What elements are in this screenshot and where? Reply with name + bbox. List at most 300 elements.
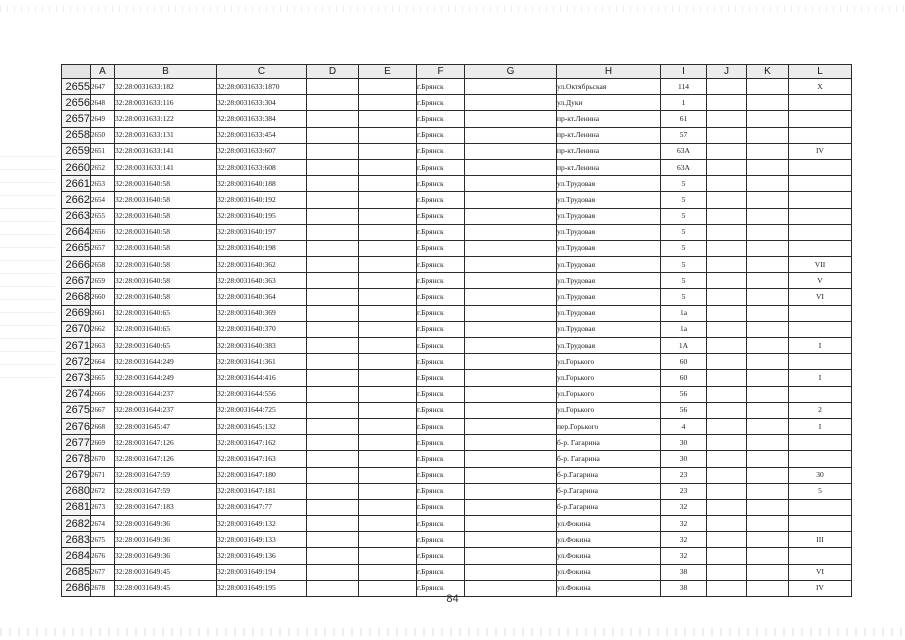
- cell-d[interactable]: [307, 516, 359, 532]
- cell-l[interactable]: X: [789, 79, 852, 95]
- cell-d[interactable]: [307, 467, 359, 483]
- cell-e[interactable]: [359, 240, 417, 256]
- cell-k[interactable]: [747, 127, 789, 143]
- column-header-e[interactable]: E: [359, 65, 417, 79]
- cell-e[interactable]: [359, 483, 417, 499]
- cell-b-cadastral[interactable]: 32:28:0031647:126: [115, 435, 217, 451]
- cell-k[interactable]: [747, 402, 789, 418]
- cell-b-cadastral[interactable]: 32:28:0031640:58: [115, 192, 217, 208]
- cell-g[interactable]: [465, 386, 557, 402]
- cell-h-street[interactable]: ул.Октябрьская: [557, 79, 661, 95]
- cell-h-street[interactable]: пр-кт.Ленина: [557, 159, 661, 175]
- cell-l[interactable]: [789, 451, 852, 467]
- cell-d[interactable]: [307, 127, 359, 143]
- cell-e[interactable]: [359, 564, 417, 580]
- cell-a[interactable]: 2651: [91, 143, 115, 159]
- cell-c-cadastral[interactable]: 32:28:0031649:132: [217, 516, 307, 532]
- cell-l[interactable]: III: [789, 532, 852, 548]
- cell-i-house[interactable]: 32: [661, 516, 707, 532]
- row-number-cell[interactable]: 2660: [62, 159, 91, 175]
- cell-a[interactable]: 2662: [91, 321, 115, 337]
- cell-j[interactable]: [707, 435, 747, 451]
- cell-c-cadastral[interactable]: 32:28:0031640:364: [217, 289, 307, 305]
- cell-j[interactable]: [707, 208, 747, 224]
- cell-g[interactable]: [465, 548, 557, 564]
- cell-d[interactable]: [307, 321, 359, 337]
- row-number-cell[interactable]: 2685: [62, 564, 91, 580]
- cell-h-street[interactable]: пр-кт.Ленина: [557, 143, 661, 159]
- column-header-b[interactable]: B: [115, 65, 217, 79]
- cell-b-cadastral[interactable]: 32:28:0031640:58: [115, 224, 217, 240]
- cell-f-city[interactable]: г.Брянск: [417, 289, 465, 305]
- cell-j[interactable]: [707, 321, 747, 337]
- cell-h-street[interactable]: ул.Трудовая: [557, 257, 661, 273]
- cell-g[interactable]: [465, 208, 557, 224]
- cell-l[interactable]: [789, 127, 852, 143]
- cell-i-house[interactable]: 63А: [661, 159, 707, 175]
- cell-k[interactable]: [747, 95, 789, 111]
- cell-k[interactable]: [747, 111, 789, 127]
- cell-g[interactable]: [465, 418, 557, 434]
- cell-d[interactable]: [307, 257, 359, 273]
- cell-g[interactable]: [465, 435, 557, 451]
- cell-b-cadastral[interactable]: 32:28:0031640:65: [115, 321, 217, 337]
- row-number-cell[interactable]: 2664: [62, 224, 91, 240]
- cell-j[interactable]: [707, 354, 747, 370]
- cell-c-cadastral[interactable]: 32:28:0031641:361: [217, 354, 307, 370]
- cell-k[interactable]: [747, 159, 789, 175]
- cell-a[interactable]: 2652: [91, 159, 115, 175]
- cell-l[interactable]: 5: [789, 483, 852, 499]
- cell-c-cadastral[interactable]: 32:28:0031640:198: [217, 240, 307, 256]
- cell-d[interactable]: [307, 305, 359, 321]
- cell-h-street[interactable]: б-р.Гагарина: [557, 467, 661, 483]
- cell-i-house[interactable]: 1: [661, 95, 707, 111]
- cell-e[interactable]: [359, 548, 417, 564]
- cell-e[interactable]: [359, 192, 417, 208]
- cell-i-house[interactable]: 1А: [661, 338, 707, 354]
- cell-l[interactable]: VI: [789, 564, 852, 580]
- cell-f-city[interactable]: г.Брянск: [417, 159, 465, 175]
- cell-c-cadastral[interactable]: 32:28:0031640:192: [217, 192, 307, 208]
- cell-d[interactable]: [307, 273, 359, 289]
- cell-k[interactable]: [747, 273, 789, 289]
- cell-g[interactable]: [465, 338, 557, 354]
- cell-c-cadastral[interactable]: 32:28:0031649:133: [217, 532, 307, 548]
- cell-i-house[interactable]: 23: [661, 483, 707, 499]
- cell-c-cadastral[interactable]: 32:28:0031640:383: [217, 338, 307, 354]
- cell-d[interactable]: [307, 370, 359, 386]
- cell-j[interactable]: [707, 305, 747, 321]
- row-number-cell[interactable]: 2678: [62, 451, 91, 467]
- column-header-c[interactable]: C: [217, 65, 307, 79]
- cell-g[interactable]: [465, 289, 557, 305]
- column-header-l[interactable]: L: [789, 65, 852, 79]
- cell-c-cadastral[interactable]: 32:28:0031647:162: [217, 435, 307, 451]
- cell-i-house[interactable]: 5: [661, 176, 707, 192]
- cell-b-cadastral[interactable]: 32:28:0031640:65: [115, 338, 217, 354]
- cell-i-house[interactable]: 23: [661, 467, 707, 483]
- cell-i-house[interactable]: 60: [661, 354, 707, 370]
- cell-i-house[interactable]: 38: [661, 564, 707, 580]
- cell-e[interactable]: [359, 208, 417, 224]
- row-number-cell[interactable]: 2682: [62, 516, 91, 532]
- cell-a[interactable]: 2661: [91, 305, 115, 321]
- cell-g[interactable]: [465, 224, 557, 240]
- cell-b-cadastral[interactable]: 32:28:0031633:141: [115, 143, 217, 159]
- cell-k[interactable]: [747, 467, 789, 483]
- cell-a[interactable]: 2658: [91, 257, 115, 273]
- cell-e[interactable]: [359, 532, 417, 548]
- cell-b-cadastral[interactable]: 32:28:0031633:116: [115, 95, 217, 111]
- cell-c-cadastral[interactable]: 32:28:0031647:163: [217, 451, 307, 467]
- cell-a[interactable]: 2677: [91, 564, 115, 580]
- row-number-cell[interactable]: 2681: [62, 499, 91, 515]
- cell-j[interactable]: [707, 273, 747, 289]
- cell-b-cadastral[interactable]: 32:28:0031644:249: [115, 354, 217, 370]
- cell-a[interactable]: 2649: [91, 111, 115, 127]
- cell-c-cadastral[interactable]: 32:28:0031633:1870: [217, 79, 307, 95]
- cell-a[interactable]: 2678: [91, 580, 115, 596]
- cell-g[interactable]: [465, 305, 557, 321]
- cell-e[interactable]: [359, 370, 417, 386]
- column-header-h[interactable]: H: [557, 65, 661, 79]
- row-number-cell[interactable]: 2686: [62, 580, 91, 596]
- cell-e[interactable]: [359, 95, 417, 111]
- cell-c-cadastral[interactable]: 32:28:0031633:384: [217, 111, 307, 127]
- cell-c-cadastral[interactable]: 32:28:0031640:363: [217, 273, 307, 289]
- cell-l[interactable]: [789, 95, 852, 111]
- cell-d[interactable]: [307, 338, 359, 354]
- row-number-cell[interactable]: 2683: [62, 532, 91, 548]
- cell-b-cadastral[interactable]: 32:28:0031640:58: [115, 257, 217, 273]
- row-number-cell[interactable]: 2672: [62, 354, 91, 370]
- cell-e[interactable]: [359, 516, 417, 532]
- cell-i-house[interactable]: 5: [661, 257, 707, 273]
- cell-k[interactable]: [747, 418, 789, 434]
- cell-b-cadastral[interactable]: 32:28:0031640:58: [115, 240, 217, 256]
- row-number-cell[interactable]: 2675: [62, 402, 91, 418]
- cell-i-house[interactable]: 30: [661, 451, 707, 467]
- column-header-j[interactable]: J: [707, 65, 747, 79]
- row-number-cell[interactable]: 2659: [62, 143, 91, 159]
- cell-f-city[interactable]: г.Брянск: [417, 95, 465, 111]
- cell-f-city[interactable]: г.Брянск: [417, 224, 465, 240]
- cell-b-cadastral[interactable]: 32:28:0031649:36: [115, 548, 217, 564]
- cell-f-city[interactable]: г.Брянск: [417, 176, 465, 192]
- cell-e[interactable]: [359, 386, 417, 402]
- cell-b-cadastral[interactable]: 32:28:0031644:249: [115, 370, 217, 386]
- cell-j[interactable]: [707, 192, 747, 208]
- cell-j[interactable]: [707, 418, 747, 434]
- cell-l[interactable]: [789, 499, 852, 515]
- cell-j[interactable]: [707, 386, 747, 402]
- cell-j[interactable]: [707, 143, 747, 159]
- cell-k[interactable]: [747, 192, 789, 208]
- cell-l[interactable]: [789, 305, 852, 321]
- cell-b-cadastral[interactable]: 32:28:0031649:45: [115, 580, 217, 596]
- cell-h-street[interactable]: б-р.Гагарина: [557, 499, 661, 515]
- cell-e[interactable]: [359, 354, 417, 370]
- cell-h-street[interactable]: ул.Фокина: [557, 564, 661, 580]
- cell-c-cadastral[interactable]: 32:28:0031649:195: [217, 580, 307, 596]
- cell-f-city[interactable]: г.Брянск: [417, 273, 465, 289]
- cell-j[interactable]: [707, 499, 747, 515]
- cell-a[interactable]: 2648: [91, 95, 115, 111]
- cell-a[interactable]: 2668: [91, 418, 115, 434]
- cell-a[interactable]: 2674: [91, 516, 115, 532]
- cell-f-city[interactable]: г.Брянск: [417, 305, 465, 321]
- cell-c-cadastral[interactable]: 32:28:0031644:725: [217, 402, 307, 418]
- cell-g[interactable]: [465, 159, 557, 175]
- cell-f-city[interactable]: г.Брянск: [417, 79, 465, 95]
- cell-k[interactable]: [747, 516, 789, 532]
- cell-g[interactable]: [465, 111, 557, 127]
- cell-d[interactable]: [307, 95, 359, 111]
- cell-h-street[interactable]: ул.Горького: [557, 386, 661, 402]
- row-number-cell[interactable]: 2677: [62, 435, 91, 451]
- cell-g[interactable]: [465, 516, 557, 532]
- cell-e[interactable]: [359, 224, 417, 240]
- cell-j[interactable]: [707, 111, 747, 127]
- cell-k[interactable]: [747, 499, 789, 515]
- cell-h-street[interactable]: б-р. Гагарина: [557, 451, 661, 467]
- cell-d[interactable]: [307, 354, 359, 370]
- cell-h-street[interactable]: б-р.Гагарина: [557, 483, 661, 499]
- cell-a[interactable]: 2650: [91, 127, 115, 143]
- cell-h-street[interactable]: ул.Горького: [557, 370, 661, 386]
- cell-c-cadastral[interactable]: 32:28:0031633:304: [217, 95, 307, 111]
- cell-j[interactable]: [707, 548, 747, 564]
- cell-k[interactable]: [747, 208, 789, 224]
- cell-k[interactable]: [747, 338, 789, 354]
- cell-l[interactable]: [789, 240, 852, 256]
- cell-d[interactable]: [307, 176, 359, 192]
- cell-h-street[interactable]: ул.Трудовая: [557, 338, 661, 354]
- cell-j[interactable]: [707, 224, 747, 240]
- cell-g[interactable]: [465, 127, 557, 143]
- cell-g[interactable]: [465, 354, 557, 370]
- cell-h-street[interactable]: ул.Трудовая: [557, 305, 661, 321]
- cell-e[interactable]: [359, 418, 417, 434]
- cell-c-cadastral[interactable]: 32:28:0031644:416: [217, 370, 307, 386]
- cell-a[interactable]: 2672: [91, 483, 115, 499]
- cell-d[interactable]: [307, 240, 359, 256]
- row-number-cell[interactable]: 2661: [62, 176, 91, 192]
- cell-e[interactable]: [359, 338, 417, 354]
- cell-f-city[interactable]: г.Брянск: [417, 564, 465, 580]
- cell-f-city[interactable]: г.Брянск: [417, 192, 465, 208]
- cell-l[interactable]: [789, 386, 852, 402]
- cell-d[interactable]: [307, 548, 359, 564]
- cell-a[interactable]: 2669: [91, 435, 115, 451]
- cell-a[interactable]: 2676: [91, 548, 115, 564]
- cell-l[interactable]: [789, 111, 852, 127]
- cell-c-cadastral[interactable]: 32:28:0031645:132: [217, 418, 307, 434]
- cell-a[interactable]: 2666: [91, 386, 115, 402]
- cell-e[interactable]: [359, 127, 417, 143]
- cell-i-house[interactable]: 32: [661, 548, 707, 564]
- cell-d[interactable]: [307, 111, 359, 127]
- cell-l[interactable]: I: [789, 418, 852, 434]
- cell-d[interactable]: [307, 532, 359, 548]
- cell-l[interactable]: VI: [789, 289, 852, 305]
- cell-f-city[interactable]: г.Брянск: [417, 435, 465, 451]
- cell-k[interactable]: [747, 143, 789, 159]
- cell-d[interactable]: [307, 564, 359, 580]
- cell-e[interactable]: [359, 289, 417, 305]
- cell-d[interactable]: [307, 289, 359, 305]
- cell-h-street[interactable]: пер.Горького: [557, 418, 661, 434]
- cell-g[interactable]: [465, 240, 557, 256]
- cell-i-house[interactable]: 5: [661, 289, 707, 305]
- cell-l[interactable]: [789, 176, 852, 192]
- cell-j[interactable]: [707, 79, 747, 95]
- cell-l[interactable]: [789, 548, 852, 564]
- cell-h-street[interactable]: ул.Трудовая: [557, 289, 661, 305]
- cell-f-city[interactable]: г.Брянск: [417, 499, 465, 515]
- cell-l[interactable]: I: [789, 338, 852, 354]
- cell-a[interactable]: 2659: [91, 273, 115, 289]
- cell-k[interactable]: [747, 564, 789, 580]
- cell-d[interactable]: [307, 143, 359, 159]
- cell-i-house[interactable]: 60: [661, 370, 707, 386]
- cell-b-cadastral[interactable]: 32:28:0031645:47: [115, 418, 217, 434]
- cell-e[interactable]: [359, 111, 417, 127]
- cell-k[interactable]: [747, 289, 789, 305]
- cell-j[interactable]: [707, 240, 747, 256]
- cell-l[interactable]: V: [789, 273, 852, 289]
- row-number-cell[interactable]: 2671: [62, 338, 91, 354]
- cell-l[interactable]: [789, 354, 852, 370]
- cell-h-street[interactable]: ул.Горького: [557, 402, 661, 418]
- cell-l[interactable]: [789, 224, 852, 240]
- cell-f-city[interactable]: г.Брянск: [417, 580, 465, 596]
- cell-k[interactable]: [747, 79, 789, 95]
- cell-b-cadastral[interactable]: 32:28:0031649:45: [115, 564, 217, 580]
- cell-i-house[interactable]: 56: [661, 402, 707, 418]
- cell-i-house[interactable]: 61: [661, 111, 707, 127]
- cell-k[interactable]: [747, 240, 789, 256]
- row-number-cell[interactable]: 2666: [62, 257, 91, 273]
- cell-c-cadastral[interactable]: 32:28:0031649:194: [217, 564, 307, 580]
- row-number-cell[interactable]: 2680: [62, 483, 91, 499]
- cell-h-street[interactable]: ул.Фокина: [557, 548, 661, 564]
- cell-b-cadastral[interactable]: 32:28:0031640:58: [115, 289, 217, 305]
- cell-c-cadastral[interactable]: 32:28:0031647:180: [217, 467, 307, 483]
- cell-c-cadastral[interactable]: 32:28:0031633:454: [217, 127, 307, 143]
- cell-b-cadastral[interactable]: 32:28:0031647:126: [115, 451, 217, 467]
- row-number-cell[interactable]: 2663: [62, 208, 91, 224]
- cell-l[interactable]: [789, 159, 852, 175]
- cell-f-city[interactable]: г.Брянск: [417, 354, 465, 370]
- cell-d[interactable]: [307, 79, 359, 95]
- cell-l[interactable]: [789, 516, 852, 532]
- cell-i-house[interactable]: 5: [661, 192, 707, 208]
- row-number-cell[interactable]: 2668: [62, 289, 91, 305]
- cell-l[interactable]: I: [789, 370, 852, 386]
- cell-f-city[interactable]: г.Брянск: [417, 386, 465, 402]
- cell-c-cadastral[interactable]: 32:28:0031640:197: [217, 224, 307, 240]
- cell-e[interactable]: [359, 305, 417, 321]
- cell-c-cadastral[interactable]: 32:28:0031647:77: [217, 499, 307, 515]
- cell-j[interactable]: [707, 532, 747, 548]
- cell-j[interactable]: [707, 257, 747, 273]
- cell-d[interactable]: [307, 224, 359, 240]
- cell-i-house[interactable]: 4: [661, 418, 707, 434]
- cell-b-cadastral[interactable]: 32:28:0031644:237: [115, 386, 217, 402]
- cell-f-city[interactable]: г.Брянск: [417, 532, 465, 548]
- cell-i-house[interactable]: 57: [661, 127, 707, 143]
- cell-g[interactable]: [465, 532, 557, 548]
- cell-g[interactable]: [465, 79, 557, 95]
- cell-l[interactable]: IV: [789, 580, 852, 596]
- cell-i-house[interactable]: 63А: [661, 143, 707, 159]
- row-number-cell[interactable]: 2679: [62, 467, 91, 483]
- cell-h-street[interactable]: ул.Фокина: [557, 580, 661, 596]
- cell-j[interactable]: [707, 338, 747, 354]
- cell-g[interactable]: [465, 273, 557, 289]
- cell-b-cadastral[interactable]: 32:28:0031644:237: [115, 402, 217, 418]
- cell-i-house[interactable]: 1а: [661, 305, 707, 321]
- cell-a[interactable]: 2656: [91, 224, 115, 240]
- cell-a[interactable]: 2653: [91, 176, 115, 192]
- cell-g[interactable]: [465, 176, 557, 192]
- cell-b-cadastral[interactable]: 32:28:0031633:131: [115, 127, 217, 143]
- cell-f-city[interactable]: г.Брянск: [417, 208, 465, 224]
- cell-f-city[interactable]: г.Брянск: [417, 321, 465, 337]
- cell-i-house[interactable]: 30: [661, 435, 707, 451]
- row-number-cell[interactable]: 2656: [62, 95, 91, 111]
- cell-a[interactable]: 2673: [91, 499, 115, 515]
- cell-b-cadastral[interactable]: 32:28:0031649:36: [115, 532, 217, 548]
- cell-d[interactable]: [307, 483, 359, 499]
- cell-h-street[interactable]: ул.Фокина: [557, 516, 661, 532]
- cell-e[interactable]: [359, 159, 417, 175]
- cell-j[interactable]: [707, 127, 747, 143]
- cell-a[interactable]: 2670: [91, 451, 115, 467]
- cell-c-cadastral[interactable]: 32:28:0031644:556: [217, 386, 307, 402]
- cell-b-cadastral[interactable]: 32:28:0031633:182: [115, 79, 217, 95]
- cell-l[interactable]: [789, 321, 852, 337]
- cell-l[interactable]: [789, 208, 852, 224]
- cell-d[interactable]: [307, 192, 359, 208]
- column-header-i[interactable]: I: [661, 65, 707, 79]
- cell-e[interactable]: [359, 176, 417, 192]
- cell-g[interactable]: [465, 370, 557, 386]
- cell-g[interactable]: [465, 483, 557, 499]
- cell-f-city[interactable]: г.Брянск: [417, 257, 465, 273]
- row-number-cell[interactable]: 2684: [62, 548, 91, 564]
- column-header-k[interactable]: K: [747, 65, 789, 79]
- cell-h-street[interactable]: ул.Дуки: [557, 95, 661, 111]
- cell-h-street[interactable]: ул.Трудовая: [557, 273, 661, 289]
- row-number-cell[interactable]: 2676: [62, 418, 91, 434]
- cell-j[interactable]: [707, 516, 747, 532]
- cell-f-city[interactable]: г.Брянск: [417, 240, 465, 256]
- cell-i-house[interactable]: 32: [661, 499, 707, 515]
- cell-l[interactable]: VII: [789, 257, 852, 273]
- row-number-cell[interactable]: 2662: [62, 192, 91, 208]
- cell-b-cadastral[interactable]: 32:28:0031649:36: [115, 516, 217, 532]
- cell-b-cadastral[interactable]: 32:28:0031647:59: [115, 483, 217, 499]
- row-number-cell[interactable]: 2658: [62, 127, 91, 143]
- cell-g[interactable]: [465, 321, 557, 337]
- cell-f-city[interactable]: г.Брянск: [417, 467, 465, 483]
- cell-f-city[interactable]: г.Брянск: [417, 370, 465, 386]
- cell-g[interactable]: [465, 192, 557, 208]
- cell-b-cadastral[interactable]: 32:28:0031647:59: [115, 467, 217, 483]
